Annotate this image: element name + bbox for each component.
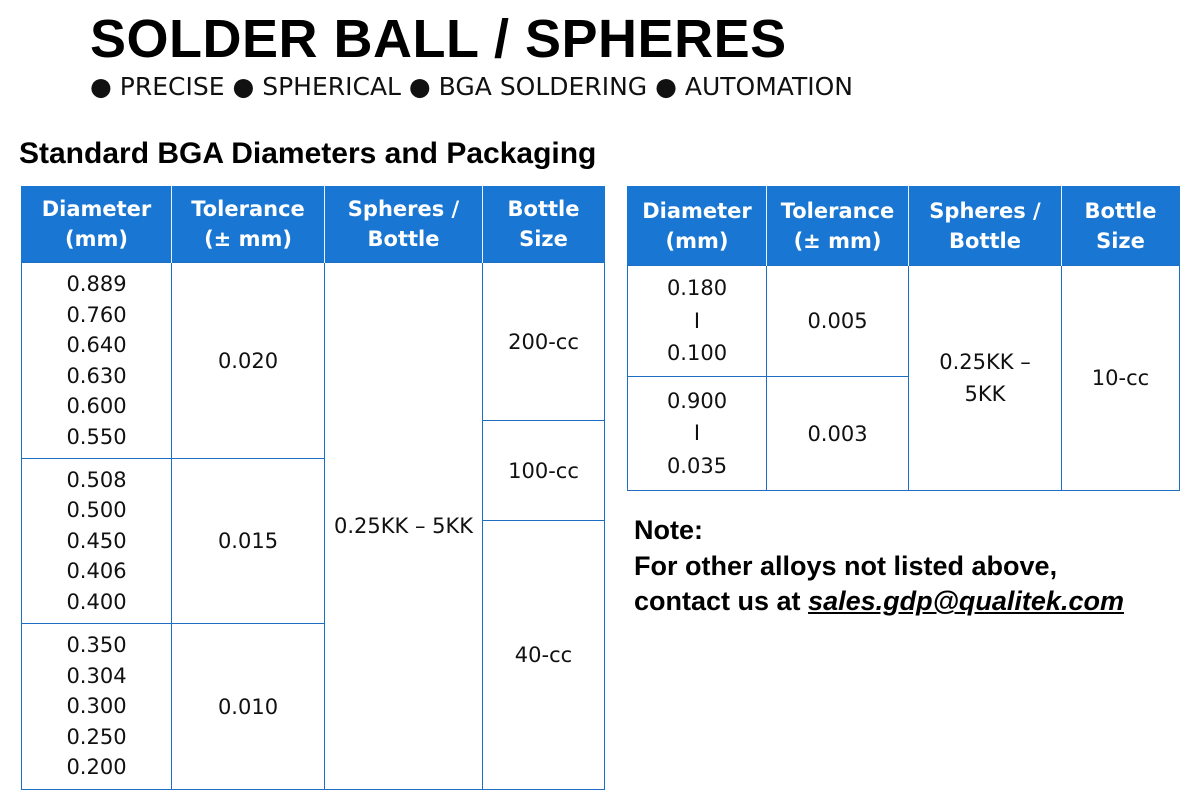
note-contact: contact us at sales.gdp@qualitek.com (634, 586, 1124, 616)
note-text: For other alloys not listed above, (634, 550, 1058, 581)
bottle-size-cell: 40-cc (483, 521, 605, 790)
diameter-list: 0.350 0.304 0.300 0.250 0.200 (22, 624, 172, 790)
tolerance-cell: 0.005 (767, 266, 909, 377)
table-row (22, 263, 605, 421)
bga-diameters-table (21, 186, 605, 790)
bottle-size-cell: 10-cc (1062, 266, 1180, 491)
col-header-diameter: Diameter (mm) (628, 186, 767, 266)
col-header-diameter: Diameter (mm) (22, 186, 172, 263)
tagline: ● PRECISE ● SPHERICAL ● BGA SOLDERING ● AUTOMATION (90, 72, 853, 101)
col-header-spheres: Spheres / Bottle (325, 186, 483, 263)
tolerance-cell: 0.010 (172, 624, 325, 790)
table-row (628, 266, 1180, 377)
diameter-list: 0.508 0.500 0.450 0.406 0.400 (22, 459, 172, 624)
col-header-tolerance: Tolerance (± mm) (767, 186, 909, 266)
col-header-spheres: Spheres / Bottle (909, 186, 1062, 266)
table-header-row (22, 186, 605, 263)
spheres-per-bottle-cell: 0.25KK – 5KK (325, 263, 483, 790)
col-header-bottle-size: Bottle Size (1062, 186, 1180, 266)
tolerance-cell: 0.015 (172, 459, 325, 624)
diameter-list: 0.889 0.760 0.640 0.630 0.600 0.550 (22, 263, 172, 459)
bottle-size-cell: 200-cc (483, 263, 605, 421)
email-link[interactable]: sales.gdp@qualitek.com (808, 586, 1124, 616)
small-diameters-table (627, 186, 1180, 491)
spheres-per-bottle-cell: 0.25KK – 5KK (909, 266, 1062, 491)
tolerance-cell: 0.003 (767, 377, 909, 491)
tolerance-cell: 0.020 (172, 263, 325, 459)
page-title: SOLDER BALL / SPHERES (90, 9, 787, 69)
bottle-size-cell: 100-cc (483, 421, 605, 521)
diameter-range-cell: 0.180 I 0.100 (628, 266, 767, 377)
diameter-range-cell: 0.900 I 0.035 (628, 377, 767, 491)
col-header-bottle-size: Bottle Size (483, 186, 605, 263)
note-block (634, 513, 1124, 620)
table-header-row (628, 186, 1180, 266)
section-title: Standard BGA Diameters and Packaging (19, 137, 597, 170)
note-heading: Note: (634, 515, 703, 545)
col-header-tolerance: Tolerance (± mm) (172, 186, 325, 263)
